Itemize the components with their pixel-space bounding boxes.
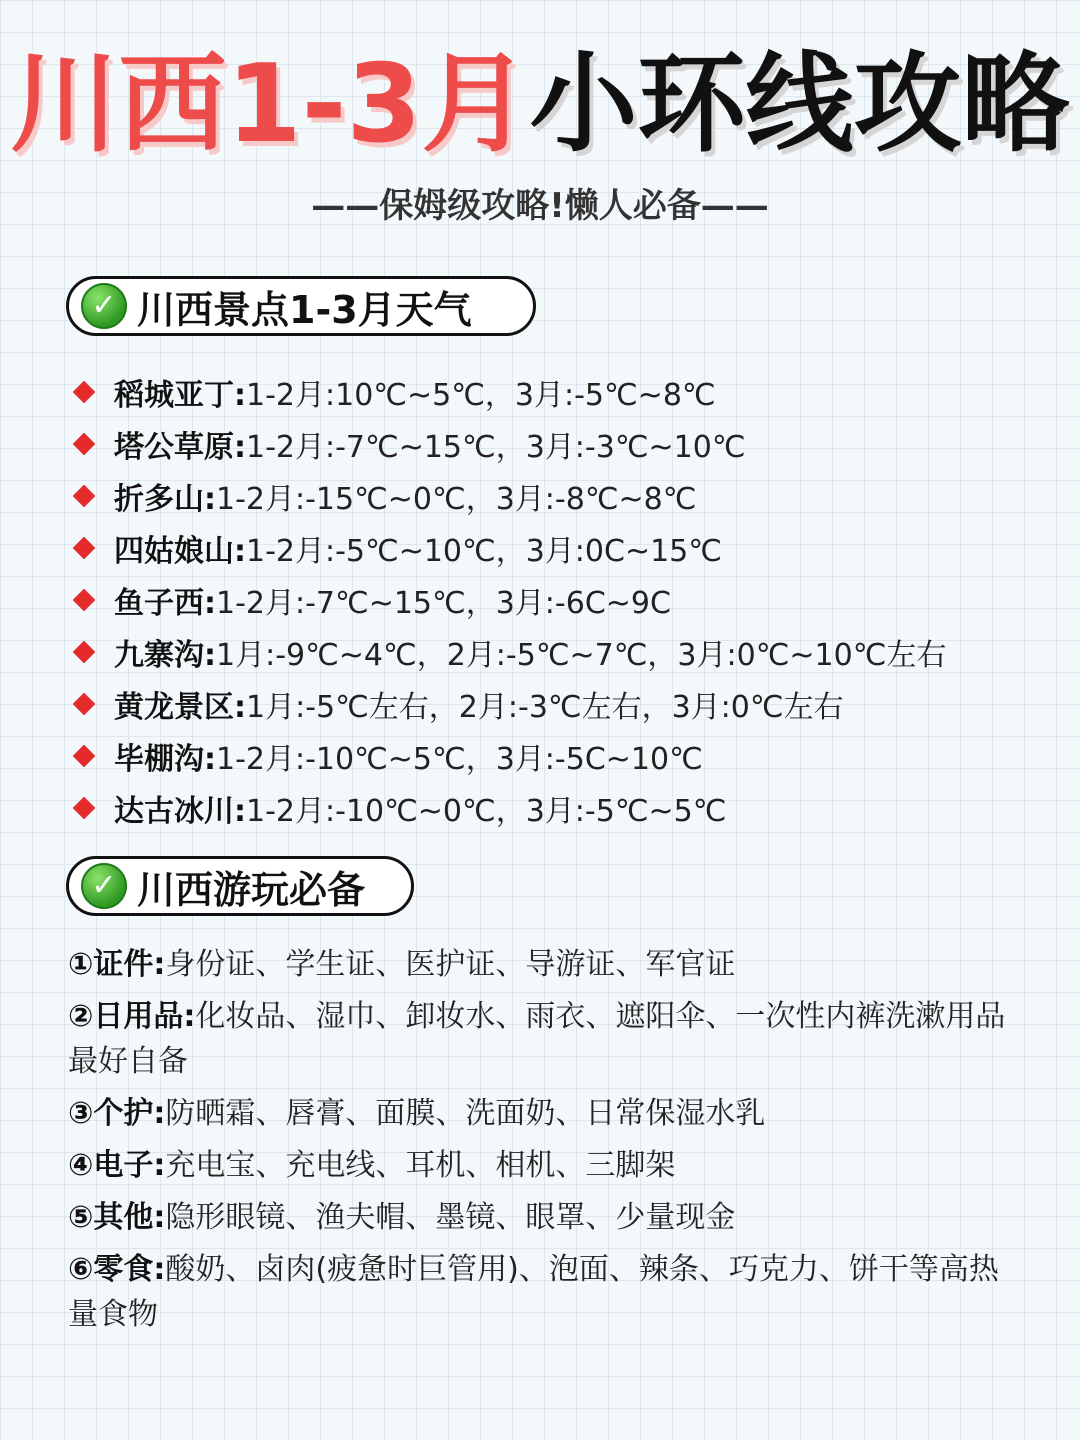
red-diamond-icon: [73, 745, 96, 768]
title-red-part: 川西1-3月: [10, 42, 530, 167]
weather-item: [70, 678, 1050, 730]
weather-list: [70, 366, 1050, 834]
weather-item: [70, 730, 1050, 782]
spot-name: 九寨沟:: [114, 638, 216, 673]
spot-name: 折多山:: [114, 482, 216, 517]
red-diamond-icon: [73, 797, 96, 820]
page-subtitle: ——保姆级攻略!懒人必备——: [311, 186, 769, 226]
essentials-list: [68, 942, 1028, 1344]
weather-item: [70, 574, 1050, 626]
spot-weather: 1-2月:-15℃~0℃，3月:-8℃~8℃: [216, 482, 697, 517]
red-diamond-icon: [73, 537, 96, 560]
weather-item: [70, 418, 1050, 470]
red-diamond-icon: [73, 641, 96, 664]
page-title: [0, 40, 1080, 170]
spot-name: 稻城亚丁:: [114, 378, 246, 413]
section-weather-header: [66, 276, 536, 336]
weather-item: [70, 470, 1050, 522]
essential-label: ⑥零食:: [68, 1252, 166, 1287]
weather-item: [70, 626, 1050, 678]
essential-item: [68, 1143, 1028, 1188]
essential-text: 防晒霜、唇膏、面膜、洗面奶、日常保湿水乳: [165, 1096, 766, 1131]
essential-text: 酸奶、卤肉(疲惫时巨管用)、泡面、辣条、巧克力、饼干等高热量食物: [68, 1252, 999, 1332]
essential-item: [68, 994, 1028, 1084]
red-diamond-icon: [73, 589, 96, 612]
essential-label: ②日用品:: [68, 999, 196, 1034]
spot-weather: 1-2月:-5℃~10℃，3月:0C~15℃: [246, 534, 722, 569]
essential-text: 充电宝、充电线、耳机、相机、三脚架: [165, 1148, 676, 1183]
green-check-icon: ✓: [81, 283, 127, 329]
spot-name: 毕棚沟:: [114, 742, 216, 777]
spot-name: 达古冰川:: [114, 794, 246, 829]
red-diamond-icon: [73, 693, 96, 716]
title-black-part: 小环线攻略: [529, 42, 1070, 167]
spot-weather: 1-2月:-7℃~15℃，3月:-6C~9C: [216, 586, 671, 621]
section-essentials-header: [66, 856, 414, 916]
spot-name: 四姑娘山:: [114, 534, 246, 569]
essential-label: ③个护:: [68, 1096, 166, 1131]
essential-text: 身份证、学生证、医护证、导游证、军官证: [165, 947, 736, 982]
section-weather-title: 川西景点1-3月天气: [137, 287, 472, 332]
spot-weather: 1-2月:-10℃~0℃，3月:-5℃~5℃: [246, 794, 727, 829]
spot-weather: 1-2月:10℃~5℃，3月:-5℃~8℃: [246, 378, 716, 413]
essential-label: ⑤其他:: [68, 1200, 166, 1235]
section-essentials-title: 川西游玩必备: [137, 867, 366, 912]
weather-item: [70, 522, 1050, 574]
spot-weather: 1-2月:-10℃~5℃，3月:-5C~10℃: [216, 742, 703, 777]
spot-name: 鱼子西:: [114, 586, 216, 621]
spot-name: 塔公草原:: [114, 430, 246, 465]
spot-name: 黄龙景区:: [114, 690, 246, 725]
weather-item: [70, 782, 1050, 834]
spot-weather: 1月:-9℃~4℃，2月:-5℃~7℃，3月:0℃~10℃左右: [216, 638, 947, 673]
essential-item: [68, 1091, 1028, 1136]
spot-weather: 1-2月:-7℃~15℃，3月:-3℃~10℃: [246, 430, 746, 465]
essential-item: [68, 942, 1028, 987]
spot-weather: 1月:-5℃左右，2月:-3℃左右，3月:0℃左右: [246, 690, 844, 725]
essential-item: [68, 1195, 1028, 1240]
red-diamond-icon: [73, 433, 96, 456]
red-diamond-icon: [73, 485, 96, 508]
essential-text: 隐形眼镜、渔夫帽、墨镜、眼罩、少量现金: [165, 1200, 736, 1235]
weather-item: [70, 366, 1050, 418]
essential-text: 化妆品、湿巾、卸妆水、雨衣、遮阳伞、一次性内裤洗漱用品最好自备: [68, 999, 1006, 1079]
green-check-icon: ✓: [81, 863, 127, 909]
red-diamond-icon: [73, 381, 96, 404]
essential-label: ④电子:: [68, 1148, 166, 1183]
essential-label: ①证件:: [68, 947, 166, 982]
essential-item: [68, 1247, 1028, 1337]
